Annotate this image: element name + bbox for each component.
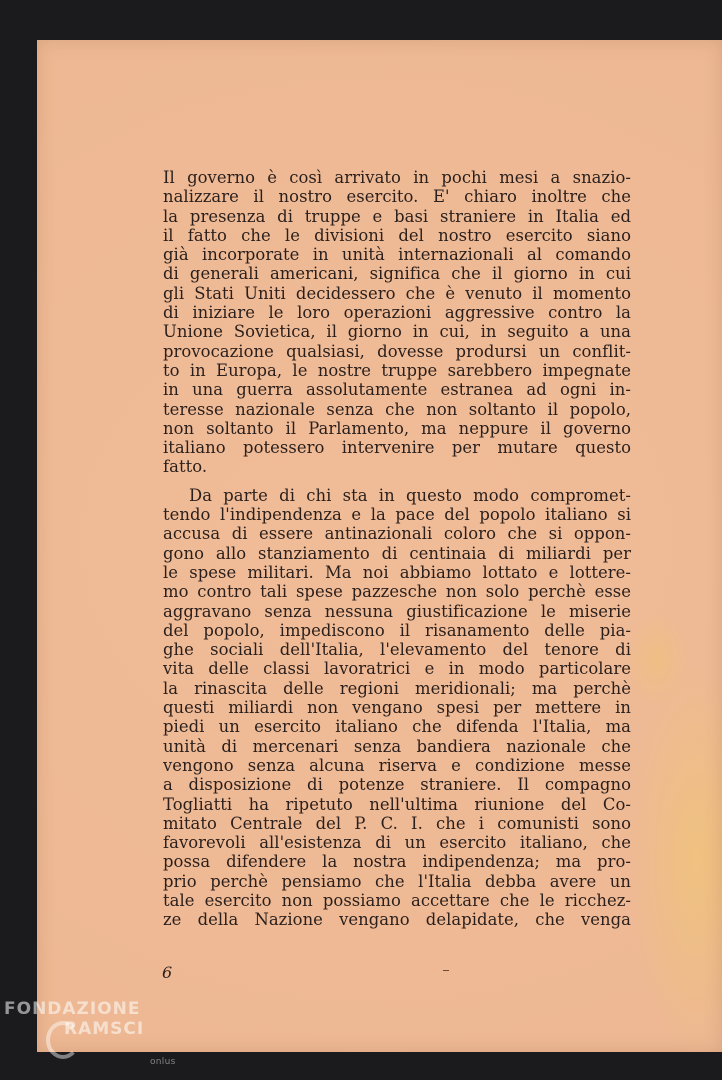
text-line: prio perchè pensiamo che l'Italia debba avere un [163,871,631,891]
text-line: gono allo stanziamento di centinaia di miliardi per [163,543,631,563]
text-line: Il governo è così arrivato in pochi mesi a snazio- [163,168,631,187]
text-line: a disposizione di potenze straniere. Il compagno [163,775,631,795]
text-line: favorevoli all'esistenza di un esercito italiano, che [163,833,631,853]
text-line: la presenza di truppe e basi straniere in Italia ed [163,206,631,226]
text-line: italiano potessero intervenire per mutare questo [163,438,631,458]
text-line: in una guerra assolutamente estranea ad ogni in- [163,380,631,400]
text-line: aggravano senza nessuna giustificazione le miserie [163,601,631,621]
text-line: Unione Sovietica, il giorno in cui, in seguito a una [163,322,631,342]
text-line: non soltanto il Parlamento, ma neppure il governo [163,418,631,438]
text-line: tendo l'indipendenza e la pace del popolo italiano si [163,505,631,525]
text-line: del popolo, impediscono il risanamento delle pia- [163,620,631,640]
text-line: di generali americani, significa che il giorno in cui [163,264,631,284]
paragraph-1 [163,168,631,477]
text-line: possa difendere la nostra indipendenza; ma pro- [163,852,631,872]
text-line: la rinascita delle regioni meridionali; ma perchè [163,678,631,698]
text-line: teresse nazionale senza che non soltanto il popolo, [163,399,631,419]
text-line: ze della Nazione vengano delapidate, che venga [163,910,631,930]
text-line: provocazione qualsiasi, dovesse prodursi un conflit- [163,341,631,361]
text-line: nalizzare il nostro esercito. E' chiaro inoltre che [163,187,631,207]
text-line: piedi un esercito italiano che difenda l'Italia, ma [163,717,631,737]
text-line: gli Stati Uniti decidessero che è venuto il momento [163,283,631,303]
text-line: le spese militari. Ma noi abbiamo lottato e lottere- [163,562,631,582]
text-line: ghe sociali dell'Italia, l'elevamento del tenore di [163,640,631,660]
text-line: fatto. [163,457,208,477]
paragraph-2 [163,486,631,930]
text-line: vengono senza alcuna riserva e condizione messe [163,755,631,775]
text-line: già incorporate in unità internazionali al comando [163,245,631,265]
text-line: di iniziare le loro operazioni aggressive contro la [163,303,631,323]
text-line: Togliatti ha ripetuto nell'ultima riunione del Co- [163,794,631,814]
text-line: Da parte di chi sta in questo modo compromet- [189,485,631,505]
text-line: unità di mercenari senza bandiera nazionale che [163,736,631,756]
watermark [4,999,176,1067]
watermark-line-2: RAMSCI [64,1019,145,1039]
text-line: il fatto che le divisioni del nostro esercito siano [163,225,631,245]
print-mark [443,970,449,971]
page-number: 6 [162,963,173,982]
watermark-suffix: onlus [150,1057,176,1067]
text-line: tale esercito non possiamo accettare che le ricchez- [163,890,631,910]
text-line: accusa di essere antinazionali coloro che si oppon- [163,524,631,544]
text-line: mo contro tali spese pazzesche non solo perchè esse [163,582,631,602]
text-line: to in Europa, le nostre truppe sarebbero impegnate [163,360,631,380]
watermark-line-1: FONDAZIONE [4,999,141,1019]
text-line: questi miliardi non vengano spesi per mettere in [163,698,631,718]
text-line: vita delle classi lavoratrici e in modo particolare [163,659,631,679]
text-line: mitato Centrale del P. C. I. che i comunisti sono [163,813,631,833]
body-text [163,168,631,930]
